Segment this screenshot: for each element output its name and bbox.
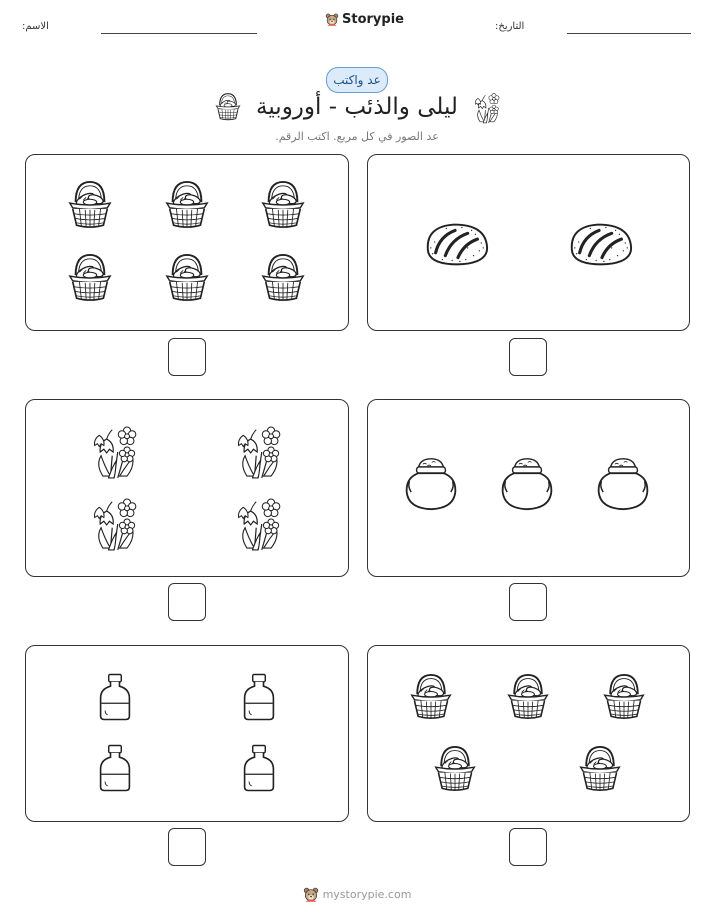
activity-badge: عد واكتب <box>326 67 388 93</box>
basket-icon <box>66 179 114 231</box>
count-panel-baskets-five <box>367 645 690 822</box>
count-panel-bread <box>367 154 690 331</box>
bear-icon <box>303 886 319 903</box>
basket-icon <box>163 179 211 231</box>
count-panel-flowers <box>25 399 349 577</box>
basket-icon <box>601 672 647 722</box>
basket-icon <box>259 179 307 231</box>
brand-logo <box>325 12 404 27</box>
basket-icon <box>163 252 211 304</box>
bear-icon <box>325 12 339 27</box>
title-flowers-icon <box>472 92 502 124</box>
date-write-line <box>567 33 691 34</box>
count-panel-pots <box>367 399 690 577</box>
page-title: ليلى والذئب - أوروبية <box>256 94 458 120</box>
flour-pot-icon <box>500 454 554 514</box>
answer-box-bottles[interactable] <box>168 828 206 866</box>
count-panel-bottles <box>25 645 349 822</box>
brand-name: Storypie <box>342 12 404 27</box>
name-write-line <box>101 33 257 34</box>
bread-loaf-icon <box>567 218 635 270</box>
bottle-icon <box>97 672 133 722</box>
basket-icon <box>577 744 623 794</box>
answer-box-pots[interactable] <box>509 583 547 621</box>
basket-icon <box>66 252 114 304</box>
flowers-icon <box>90 424 140 480</box>
answer-box-bread[interactable] <box>509 338 547 376</box>
flour-pot-icon <box>596 454 650 514</box>
basket-icon <box>408 672 454 722</box>
title-basket-icon <box>214 92 242 122</box>
footer <box>0 886 714 903</box>
date-label: التاريخ: <box>495 21 525 32</box>
flowers-icon <box>90 496 140 552</box>
name-label: الاسم: <box>22 21 49 32</box>
footer-url: mystorypie.com <box>322 888 412 901</box>
answer-box-flowers[interactable] <box>168 583 206 621</box>
basket-icon <box>505 672 551 722</box>
flowers-icon <box>234 424 284 480</box>
basket-icon <box>432 744 478 794</box>
count-panel-baskets-six <box>25 154 349 331</box>
answer-box-baskets-six[interactable] <box>168 338 206 376</box>
answer-box-baskets-five[interactable] <box>509 828 547 866</box>
basket-icon <box>259 252 307 304</box>
flowers-icon <box>234 496 284 552</box>
bottle-icon <box>241 743 277 793</box>
flour-pot-icon <box>404 454 458 514</box>
instructions: عد الصور في كل مربع. اكتب الرقم. <box>275 130 439 143</box>
bottle-icon <box>241 672 277 722</box>
bread-loaf-icon <box>423 218 491 270</box>
bottle-icon <box>97 743 133 793</box>
